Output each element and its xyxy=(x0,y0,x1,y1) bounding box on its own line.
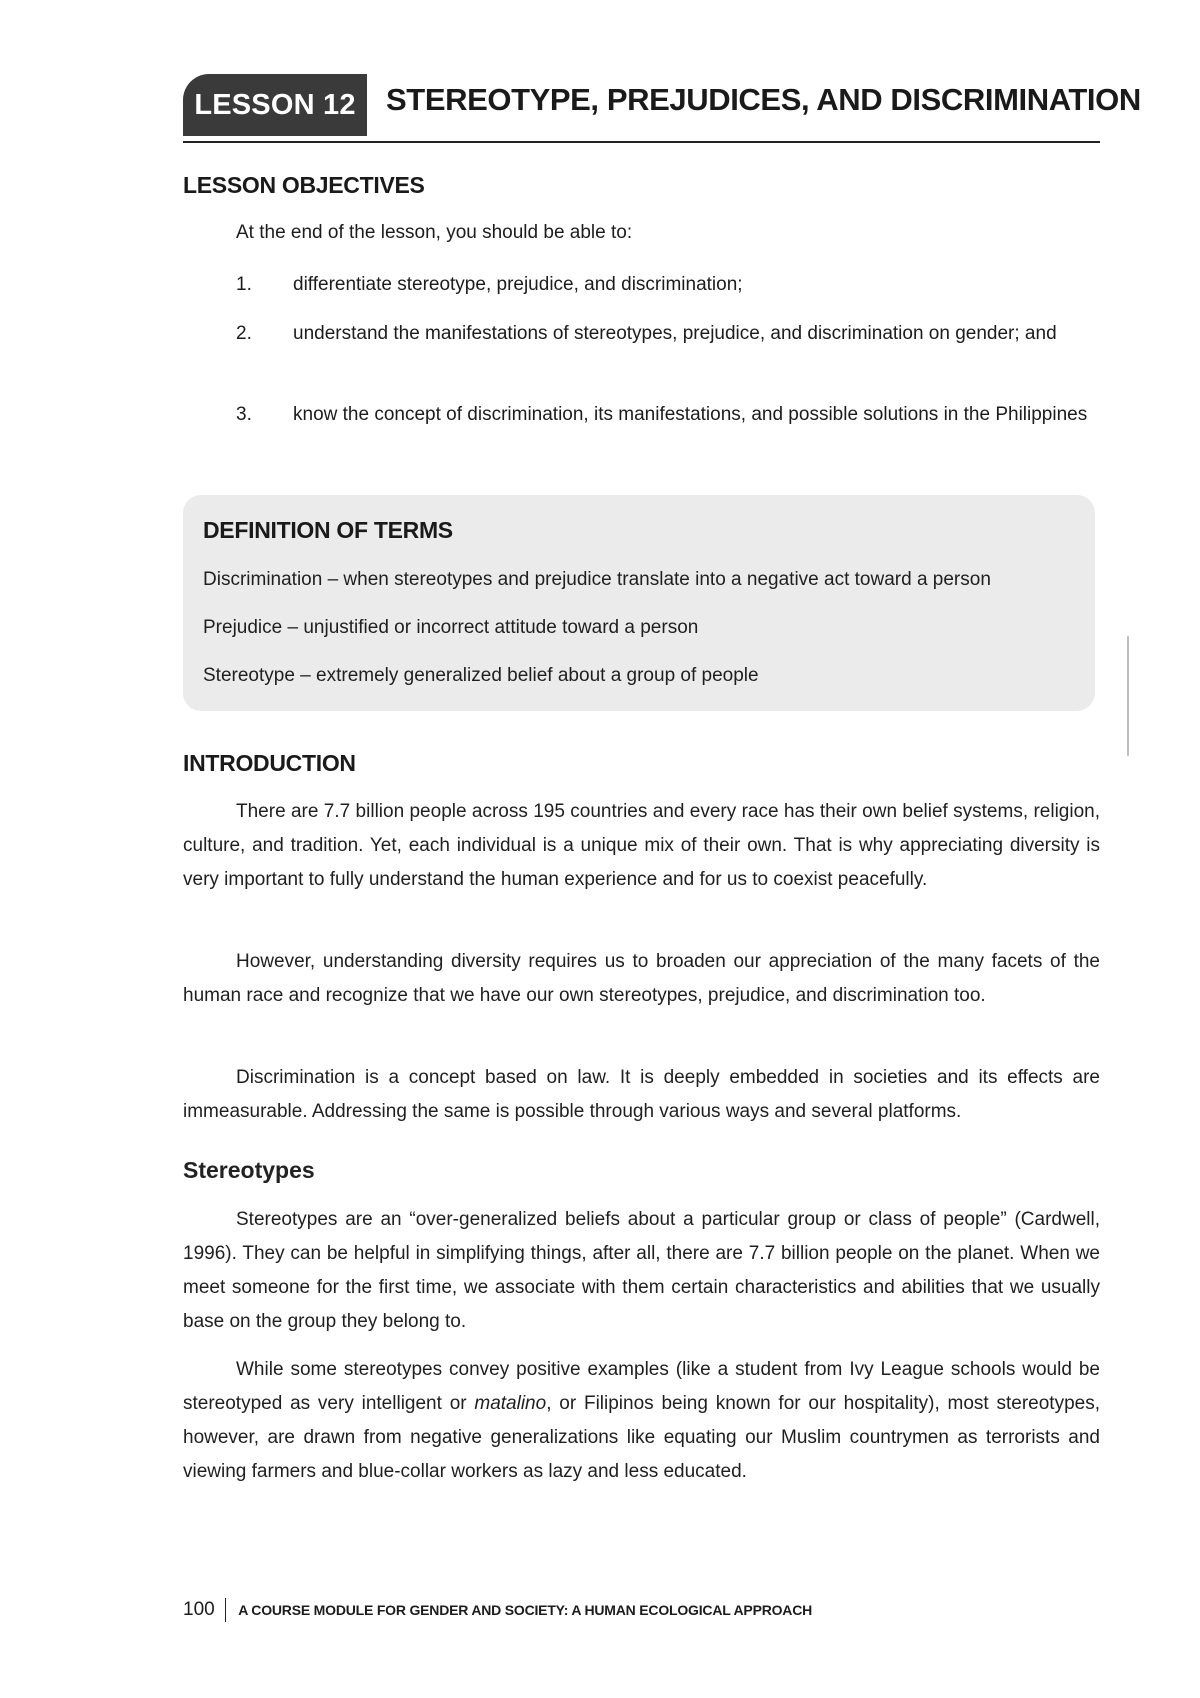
introduction-paragraph xyxy=(183,945,1100,1013)
paragraph-text-after: , or Filipinos being known for our hospitality), most stereotypes, however, are drawn from negative generalizations like equating our Muslim countrymen as terrorists and viewing farmers and blue-collar workers as lazy and less educated. xyxy=(183,1393,1100,1482)
stereotypes-heading: Stereotypes xyxy=(183,1157,315,1183)
definition-discrimination: Discrimination – when stereotypes and prejudice translate into a negative act toward a person xyxy=(203,569,991,590)
objective-number: 3. xyxy=(236,404,252,425)
definition-prejudice: Prejudice – unjustified or incorrect attitude toward a person xyxy=(203,617,699,638)
page-number: 100 xyxy=(183,1599,215,1620)
italic-term: matalino xyxy=(474,1393,547,1414)
page-footer xyxy=(183,1598,812,1622)
paragraph-text-before: While some stereotypes convey positive examples (like a student from Ivy League schools would be stereotyped as very intelligent or xyxy=(183,1359,1100,1414)
lesson-title: STEREOTYPE, PREJUDICES, AND DISCRIMINATION xyxy=(386,82,1141,117)
definition-stereotype: Stereotype – extremely generalized belief about a group of people xyxy=(203,665,759,686)
objective-number: 2. xyxy=(236,323,252,344)
objective-item xyxy=(236,398,1100,432)
scan-margin-mark xyxy=(1127,636,1129,756)
objective-text: understand the manifestations of stereotypes, prejudice, and discrimination on gender; and xyxy=(293,323,1057,344)
definitions-heading: DEFINITION OF TERMS xyxy=(203,517,453,543)
introduction-paragraph xyxy=(183,1061,1100,1129)
header-divider xyxy=(183,141,1100,143)
stereotypes-paragraph xyxy=(183,1353,1100,1489)
introduction-paragraph xyxy=(183,795,1100,897)
lesson-label: LESSON 12 xyxy=(194,88,356,121)
paragraph-text: Stereotypes are an “over-generalized beliefs about a particular group or class of people” (Cardwell, 1996). They can be helpful in simplifying things, after all, there are 7.7 billion people on the planet. When we meet someone for the first time, we associate with them certain characteristics and abilities that we usually base on the group they belong to. xyxy=(183,1209,1100,1332)
introduction-heading: INTRODUCTION xyxy=(183,750,356,776)
paragraph-text: There are 7.7 billion people across 195 countries and every race has their own belief systems, religion, culture, and tradition. Yet, each individual is a unique mix of their own. That is why appreciating diversity is very important to fully understand the human experience and for us to coexist peacefully. xyxy=(183,801,1100,890)
objective-number: 1. xyxy=(236,274,252,295)
objective-text: differentiate stereotype, prejudice, and discrimination; xyxy=(293,274,743,295)
objective-item xyxy=(236,268,1100,302)
course-title: A COURSE MODULE FOR GENDER AND SOCIETY: A HUMAN ECOLOGICAL APPROACH xyxy=(238,1602,813,1618)
objectives-intro: At the end of the lesson, you should be able to: xyxy=(236,222,633,243)
lesson-number-tab xyxy=(183,74,367,136)
objectives-heading: LESSON OBJECTIVES xyxy=(183,172,425,198)
paragraph-text: Discrimination is a concept based on law. It is deeply embedded in societies and its effects are immeasurable. Addressing the same is possible through various ways and several platforms. xyxy=(183,1067,1100,1122)
objective-item xyxy=(236,317,1100,351)
paragraph-text: However, understanding diversity requires us to broaden our appreciation of the many facets of the human race and recognize that we have our own stereotypes, prejudice, and discrimination too. xyxy=(183,951,1100,1006)
footer-separator xyxy=(225,1598,227,1622)
objective-text: know the concept of discrimination, its manifestations, and possible solutions in the Philippines xyxy=(293,404,1088,425)
stereotypes-paragraph xyxy=(183,1203,1100,1339)
